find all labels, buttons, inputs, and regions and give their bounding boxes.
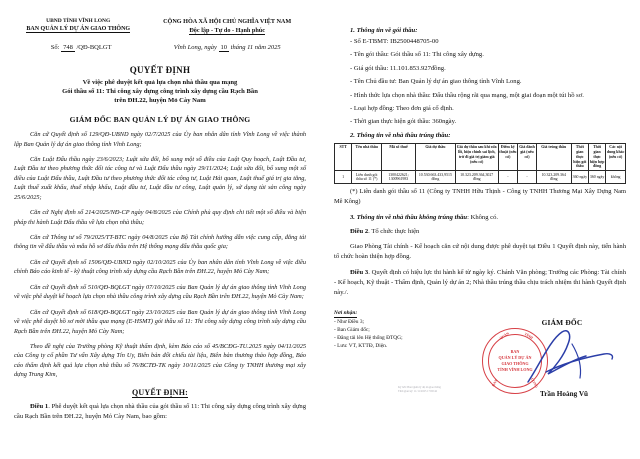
- cell-stt: 1: [335, 171, 352, 184]
- so-number: 748: [63, 44, 73, 52]
- title-subtitle-3: trên ĐH.22, huyện Mỏ Cày Nam: [114, 97, 206, 105]
- so-label: Số:: [50, 44, 60, 52]
- package-code: - Số E-TBMT: IB2500448705-00: [350, 38, 439, 45]
- selection-method: - Hình thức lựa chọn nhà thầu: Đấu thầu rộng rãi qua mạng, một giai đoạn một túi hồ sơ.: [350, 91, 584, 99]
- col-winning-price: Giá trúng thầu: [536, 144, 571, 171]
- article-3-text: . Quyết định có hiệu lực thi hành kể từ ngày ký. Chánh Văn phòng; Trưởng các Phòng: Tài chính - Kế hoạch, Kỹ thuật - Thẩm định, Quản lý dự án 2; Nhà thầu trúng thầu chịu trách nhiệm thi hành Quyết định này./.: [334, 268, 626, 296]
- month-prefix: tháng: [230, 44, 246, 52]
- cell-tax-code: 1300422621; 1300961983: [382, 171, 416, 184]
- investor-name: - Tên Chủ đầu tư: Ban Quản lý dự án giao thông tỉnh Vĩnh Long.: [350, 78, 522, 86]
- recipient-item: - Đăng tải lên Hệ thống ĐTQG;: [334, 335, 403, 342]
- seal-arc-text-bottom-right: LONG: [530, 377, 539, 389]
- digital-signature-signer: Ký bởi: Ban Quản lý dự án giao thông: [398, 386, 441, 389]
- seal-line-2: QUẢN LÝ DỰ ÁN: [498, 355, 532, 361]
- section-1-heading: 1. Thông tin về gói thầu:: [350, 27, 418, 34]
- document-header: [14, 18, 306, 35]
- seal-arc-text-bottom-left: BAN: [491, 378, 499, 388]
- article-2-text: Giao Phòng Tài chính - Kế hoạch căn cứ nội dung được phê duyệt tại Điều 1 Quyết định này, tiến hành tổ chức hoàn thiện hợp đồng.: [334, 243, 626, 261]
- winning-bidder-table: [334, 143, 626, 184]
- seal-line-3: GIAO THÔNG: [501, 361, 529, 366]
- national-heading: [148, 18, 306, 35]
- execution-time: - Thời gian thực hiện gói thầu: 360ngày.: [350, 118, 457, 126]
- recipient-item: - Ban Giám đốc;: [334, 327, 370, 334]
- legal-basis-6: Căn cứ Quyết định số 510/QĐ-BQLGT ngày 07/10/2025 của Ban Quản lý dự án giao thông tỉnh Vĩnh Long về việc phê duyệt kế hoạch lựa chọn nhà thầu công trình xây dựng cầu Rạch Bần trên ĐH.22, huyện Mỏ Cày Nam;: [14, 283, 306, 301]
- legal-basis-1: Căn cứ Quyết định số 129/QĐ-UBND ngày 02/7/2025 của Ủy ban nhân dân tỉnh Vĩnh Long về việc thành lập Ban Quản lý dự án giao thông tỉnh Vĩnh Long;: [14, 131, 306, 148]
- col-contract-time: Thời gian thực hiện hợp đồng: [588, 144, 605, 171]
- org-line-2: BAN QUẢN LÝ DỰ ÁN GIAO THÔNG: [26, 25, 131, 32]
- decision-keyword: QUYẾT ĐỊNH:: [131, 387, 189, 397]
- digital-signature-time: Thời gian ký: 11/11/2025 17:09:42: [398, 390, 438, 394]
- cell-package-time: 360 ngày: [571, 171, 588, 184]
- seal-center-text: [482, 328, 548, 394]
- seal-arc-text-top-right: TỈNH: [523, 331, 534, 341]
- issue-date: [148, 44, 306, 52]
- col-bidder-name: Tên nhà thầu: [352, 144, 382, 171]
- article-1: [14, 402, 306, 422]
- table-footnote: (*) Liên danh gói thầu số 11 (Công ty TNHH Hữu Thịnh - Công ty TNHH Thương Mại Xây Dựng Nam Mê Kông): [334, 188, 626, 205]
- national-line-2: Độc lập - Tự do - Hạnh phúc: [189, 26, 265, 34]
- article-1-text: . Phê duyệt kết quả lựa chọn nhà thầu của gói thầu số 11: Thi công xây dựng công trình xây dựng cầu Rạch Bần trên ĐH.22, huyện Mỏ Cày Nam, bao gồm:: [14, 402, 306, 420]
- page-title: QUYẾT ĐỊNH: [129, 65, 191, 76]
- legal-basis-5: Căn cứ Quyết định số 1506/QĐ-UBND ngày 02/10/2025 của Ủy ban nhân dân tỉnh Vĩnh Long về việc điều chỉnh Báo cáo kinh tế - kỹ thuật công trình xây dựng cầu Rạch Bần trên ĐH.22, huyện Mỏ Cày Nam;: [14, 258, 306, 276]
- cell-winning-price: 10.323.209.364 đồng: [536, 171, 571, 184]
- article-2-heading-line: [334, 227, 626, 237]
- package-name: - Tên gói thầu: Gói thầu số 11: Thi công xây dựng.: [350, 51, 484, 59]
- table-header-row: [335, 144, 626, 171]
- national-line-1: CỘNG HÒA XÃ HỘI CHỦ NGHĨA VIỆT NAM: [163, 18, 292, 25]
- legal-basis-2: Căn Luật Đấu thầu ngày 23/6/2023; Luật sửa đổi, bổ sung một số điều của Luật Quy hoạch, Luật Đầu tư, Luật Đầu tư theo phương thức đối tác công tư và Luật Đấu thầu ngày 29/11/2024; Luật sửa đổi, bổ sung một số điều của Luật Đấu thầu, Luật Đầu tư theo phương thức đối tác công tư, Luật Hải quan, Luật thuế giá trị gia tăng, Luật thuế xuất khẩu, thuế nhập khẩu, Luật đầu tư, Luật đầu tư công, Luật quản lý, sử dụng tài sản công ngày 25/6/2025;: [14, 155, 306, 201]
- document-number-row: [14, 44, 306, 52]
- table-row: [335, 171, 626, 184]
- col-stt: STT: [335, 144, 352, 171]
- recipients-label: Nơi nhận:: [334, 310, 357, 319]
- signature-block: [476, 318, 626, 428]
- issue-month: 11: [247, 44, 254, 52]
- col-package-time: Thời gian thực hiện gói thầu: [571, 144, 588, 171]
- contract-type: - Loại hợp đồng: Theo đơn giá cố định.: [350, 104, 454, 112]
- legal-basis-7: Căn cứ Quyết định số 618/QĐ-BQLGT ngày 23/10/2025 của Ban Quản lý dự án giao thông tỉnh Vĩnh Long về việc phê duyệt hồ sơ mời thầu qua mạng (E-HSMT) gói thầu số 11: Thi công xây dựng công trình xây dựng cầu Rạch Bần trên ĐH.22, huyện Mỏ Cày Nam;: [14, 308, 306, 335]
- recipient-item: - Lưu: VT, KTTĐ, Diện.: [334, 342, 388, 349]
- title-subtitle-1: Về việc phê duyệt kết quả lựa chọn nhà thầu qua mạng: [82, 79, 238, 87]
- cell-contract-time: 360 ngày: [588, 171, 605, 184]
- col-tech-score: Điểm kỹ thuật (nếu có): [498, 144, 518, 171]
- document-number: [14, 44, 148, 51]
- package-price: - Giá gói thầu: 11.101.853.927đồng.: [350, 64, 446, 72]
- cell-other: không: [606, 171, 626, 184]
- issue-year: 2025: [267, 44, 281, 52]
- official-seal: [482, 328, 548, 394]
- section-3: [334, 213, 626, 223]
- org-line-1: UBND TỈNH VĨNH LONG: [46, 18, 111, 24]
- cell-eval-price: -: [518, 171, 537, 184]
- legal-basis-4: Căn cứ Thông tư số 79/2025/TT-BTC ngày 04/8/2025 của Bộ Tài chính hướng dẫn việc cung cấp, đăng tải thông tin về đấu thầu và mẫu hồ sơ đấu thầu trên Hệ thống mạng đấu thầu quốc gia;: [14, 234, 306, 251]
- col-corrected-bid: Giá dự thầu sau khi sửa lỗi, hiệu chỉnh sai lệch, trừ đi giá trị giảm giá (nếu có): [455, 144, 498, 171]
- signer-position: GIÁM ĐỐC: [541, 318, 583, 327]
- deciding-authority: GIÁM ĐỐC BAN QUẢN LÝ DỰ ÁN GIAO THÔNG: [69, 115, 251, 125]
- section-3-heading: 3. Thông tin về nhà thầu không trúng thầu: [350, 213, 468, 221]
- cell-bid-price: 10.530.663.433,9515 đồng: [415, 171, 455, 184]
- seal-line-4: TỈNH VĨNH LONG: [497, 366, 533, 372]
- legal-basis-8: Theo đề nghị của Trưởng phòng Kỹ thuật thẩm định, kèm Báo cáo số 45/BCĐG-TU.2025 ngày 04/11/2025 của Công ty cổ phần Tư vấn Xây dựng Tín Uy, Biên bản đối chiếu tài liệu, Biên bản thương thảo hợp đồng, Báo cáo thẩm định kết quả lựa chọn nhà thầu số 76/BCTĐ-TK ngày 10/11/2025 của Công ty TNHH thương mại xây dựng Trung Kim,: [14, 342, 306, 379]
- title-subtitle-2: Gói thầu số 11: Thi công xây dựng công trình xây dựng cầu Rạch Bần: [62, 88, 258, 96]
- section-2-heading: 2. Thông tin về nhà thầu trúng thầu:: [350, 132, 451, 140]
- issue-day: 10: [220, 44, 228, 52]
- seal-arc-text-top-left: QUẢN: [498, 331, 510, 341]
- cell-bidder-name: Liên danh gói thầu số 11 (*): [352, 171, 382, 184]
- col-eval-price: Giá đánh giá (nếu có): [518, 144, 537, 171]
- seal-line-1: BAN: [510, 349, 520, 355]
- digital-signature-stamp: [398, 386, 484, 394]
- cell-tech-score: -: [498, 171, 518, 184]
- signer-name: Trần Hoàng Vũ: [539, 390, 589, 398]
- article-3: [334, 268, 626, 298]
- cell-corrected-bid: 10.323.209.364,3027 đồng: [455, 171, 498, 184]
- article-3-label: Điều 3: [350, 268, 369, 276]
- col-bid-price: Giá dự thầu: [415, 144, 455, 171]
- issuing-organization: [14, 18, 142, 33]
- article-2-label: Điều 2: [350, 228, 369, 236]
- legal-basis-3: Căn cứ Nghị định số 214/2025/NĐ-CP ngày 04/8/2025 của Chính phủ quy định chi tiết một số điều và biện pháp thi hành Luật Đấu thầu về lựa chọn nhà thầu;: [14, 209, 306, 226]
- article-2-heading: . Tổ chức thực hiện: [368, 228, 420, 236]
- so-suffix: /QĐ-BQLGT: [76, 44, 112, 52]
- section-3-value: : Không có.: [467, 213, 499, 221]
- document-title-block: [14, 64, 306, 106]
- place-prefix: Vĩnh Long, ngày: [173, 44, 217, 52]
- col-tax-code: Mã số thuế: [382, 144, 416, 171]
- col-other: Các nội dung khác (nếu có): [606, 144, 626, 171]
- year-prefix: năm: [254, 44, 266, 52]
- recipient-item: - Như Điều 3;: [334, 319, 365, 326]
- article-1-label: Điều 1: [30, 402, 49, 410]
